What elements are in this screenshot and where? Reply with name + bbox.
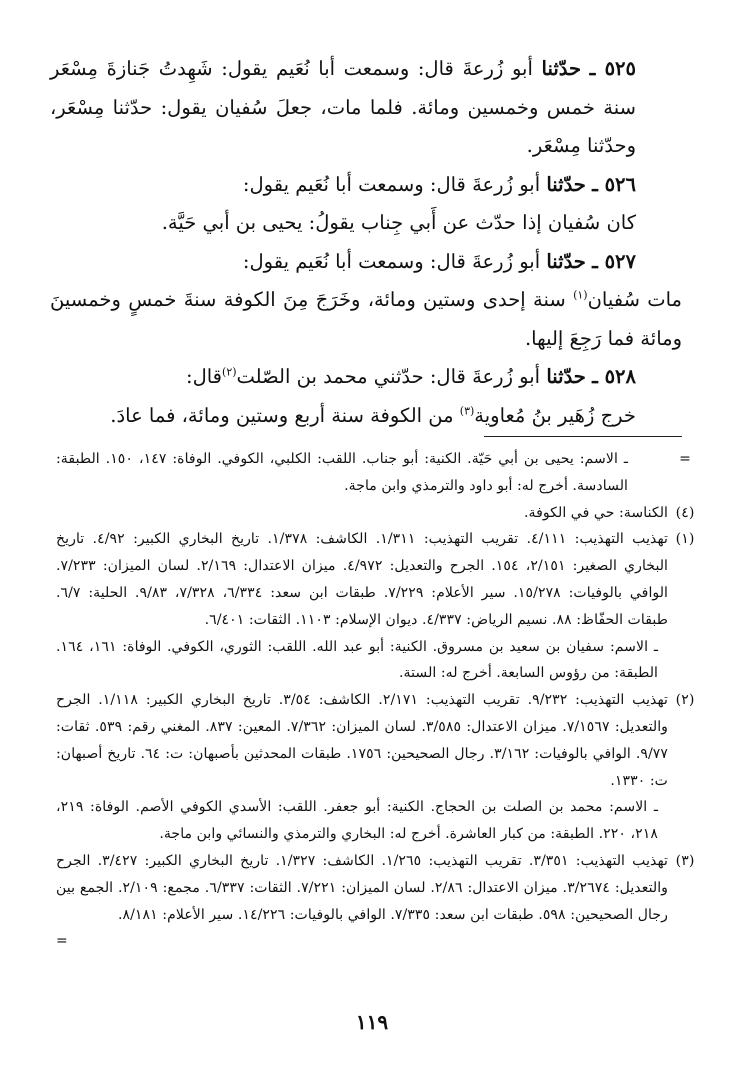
narration-text: أبو زُرعةَ قال: وسمعت أبا نُعَيم يقول: (242, 249, 547, 273)
narration-528 (50, 358, 682, 397)
footnote-2 (56, 687, 698, 794)
footnote-1-name (56, 634, 698, 688)
narration-text: أبو زُرعةَ قال: حدّثني محمد بن الصّلت (236, 365, 547, 388)
narration-528-content (50, 397, 682, 436)
footnote-text: الكناسة: حي في الكوفة. (523, 504, 668, 521)
footnote-marker: (٣) (675, 852, 695, 869)
narration-keyword: حدّثنا (546, 172, 586, 196)
footnote-end (56, 928, 698, 955)
footnotes (56, 446, 698, 955)
footnote-3 (56, 848, 698, 928)
footnote-text: تهذيب التهذيب: ٤/١١١. تقريب التهذيب: ١/٣١١. الكاشف: ١/٣٧٨. تاريخ البخاري الكبير: ٤/٩٢. تاريخ البخاري الصغير: ٢/١٥١، ١٥٤. الجرح والتعديل: ٤/٩٧٢. ميزان الاعتدال: ٢/١٦٩. لسان الميزان: ٧/٢٣٣. الوافي بالوفيات: ١٥/٢٧٨. سير الأعلام: ٧/٢٢٩. طبقات ابن سعد: ٦/٣٣٤، ٧/٣٢٨، ٩/٨٣. الحلية: ٦/٧. طبقات الحفّاظ: ٨٨. نسيم الرياض: ٤/٣٣٧. ديوان الإسلام: ١١٠٣. الثقات: ٦/٤٠١. (56, 531, 668, 628)
footnote-marker: (٢) (675, 692, 695, 709)
narration-text: من الكوفة سنة أربع وستين ومائة، فما عادَ. (110, 403, 460, 427)
narration-525 (50, 50, 682, 166)
narration-text: مات سُفيان (587, 288, 682, 311)
narration-keyword: حدّثنا (546, 365, 586, 388)
narration-text: قال: (186, 365, 223, 388)
footnote-marker: (١) (675, 531, 695, 548)
narration-526-content: كان سُفيان إذا حدّث عن أَبي جِناب يقولُ: يحيى بن أبي حَيَّة. (161, 211, 636, 234)
footnote-ref-1[interactable]: (١) (573, 288, 588, 302)
narration-526 (50, 166, 682, 205)
footnote-text: ـ الاسم: محمد بن الصلت بن الحجاج. الكنية: أبو جعفر. اللقب: الأسدي الكوفي الأصم. الوفاة: ٢١٩، ٢١٨، ٢٢٠. الطبقة: من كبار العاشرة. أخرج له: البخاري والترمذي والنسائي وابن ماجة. (56, 799, 658, 843)
page-number: ١١٩ (355, 1010, 389, 1034)
footnote-2-name (56, 794, 698, 848)
footnote-1 (56, 526, 698, 633)
main-text (50, 50, 682, 435)
footnote-ref-2[interactable]: (٢) (222, 365, 237, 379)
footnote-text: تهذيب التهذيب: ٩/٢٣٢. تقريب التهذيب: ٢/١٧١. الكاشف: ٣/٥٤. تاريخ البخاري الكبير: ١/١١٨. الجرح والتعديل: ٧/١٥٦٧. ميزان الاعتدال: ٣/٥٨٥. لسان الميزان: ٧/٣٦٢. المعين: ٨٣٧. المغني رقم: ٥٣٩. ثقات: ٩/٧٧. الوافي بالوفيات: ٣/١٦٢. رجال الصحيحين: ١٧٥٦. طبقات المحدثين بأصبهان: ت: ٦٤. تاريخ أصبهان: ت: ١٣٣٠. (56, 692, 669, 789)
footnote-text: تهذيب التهذيب: ٣/٣٥١. تقريب التهذيب: ١/٢٦٥. الكاشف: ١/٣٢٧. تاريخ البخاري الكبير: ٣/٤٢٧. الجرح والتعديل: ٣/٢٦٧٤. ميزان الاعتدال: ٢/٨٦. لسان الميزان: ٧/٢٢١. الثقات: ٦/٣٣٧. مجمع: ٢/١٠٩. الجمع بين رجال الصحيحين: ٥٩٨. طبقات ابن سعد: ٧/٣٣٥. الوافي بالوفيات: ١٤/٢٢٦. سير الأعلام: ٨/١٨١. (56, 852, 668, 923)
narration-text: سنة إحدى وستين ومائة، وخَرَجَ مِنَ الكوفة سنةَ خمسٍ وخمسينَ ومائة فما رَجِعَ إليها. (50, 288, 682, 350)
continues-mark: = (56, 933, 68, 950)
continuation-mark: = (679, 451, 691, 467)
footnote-marker: (٤) (675, 504, 695, 521)
footnote-text: ـ الاسم: سفيان بن سعيد بن مسروق. الكنية: أبو عبد الله. اللقب: الثوري، الكوفي. الوفاة: ١٦١، ١٦٤. الطبقة: من رؤوس السابعة. أخرج له: الستة. (56, 638, 659, 682)
narration-text: خرج زُهَير بنُ مُعاوية (474, 403, 636, 427)
footnote-text: ـ الاسم: يحيى بن أبي حَيّة. الكنية: أبو جناب. اللقب: الكلبي، الكوفي. الوفاة: ١٤٧، ١٥٠. الطبقة: السادسة. أخرج له: أبو داود والترمذي وابن ماجة. (56, 451, 628, 494)
narration-keyword: حدّثنا (541, 57, 582, 80)
narration-number: ٥٢٦ ـ (592, 172, 636, 196)
narration-number: ٥٢٥ ـ (589, 57, 636, 80)
narration-text: أبو زُرعةَ قال: وسمعت أبا نُعَيم يقول: (242, 172, 547, 196)
narration-keyword: حدّثنا (546, 249, 586, 273)
footnote-separator (484, 436, 682, 437)
narration-527-content (50, 281, 682, 358)
narration-number: ٥٢٨ ـ (592, 365, 636, 388)
footnote-4 (56, 500, 698, 527)
footnote-continuation (56, 446, 698, 500)
narration-text: أبو زُرعةَ قال: وسمعت أبا نُعَيم يقول: شَهِدتُ جَنازةَ مِسْعَر سنة خمس وخمسين ومائة. فلما مات، جعلَ سُفيان يقول: حدّثنا مِسْعَر، وحدّثنا مِسْعَر. (50, 57, 636, 157)
narration-527 (50, 243, 682, 282)
narration-number: ٥٢٧ ـ (592, 249, 636, 273)
footnote-ref-3[interactable]: (٣) (459, 404, 475, 417)
